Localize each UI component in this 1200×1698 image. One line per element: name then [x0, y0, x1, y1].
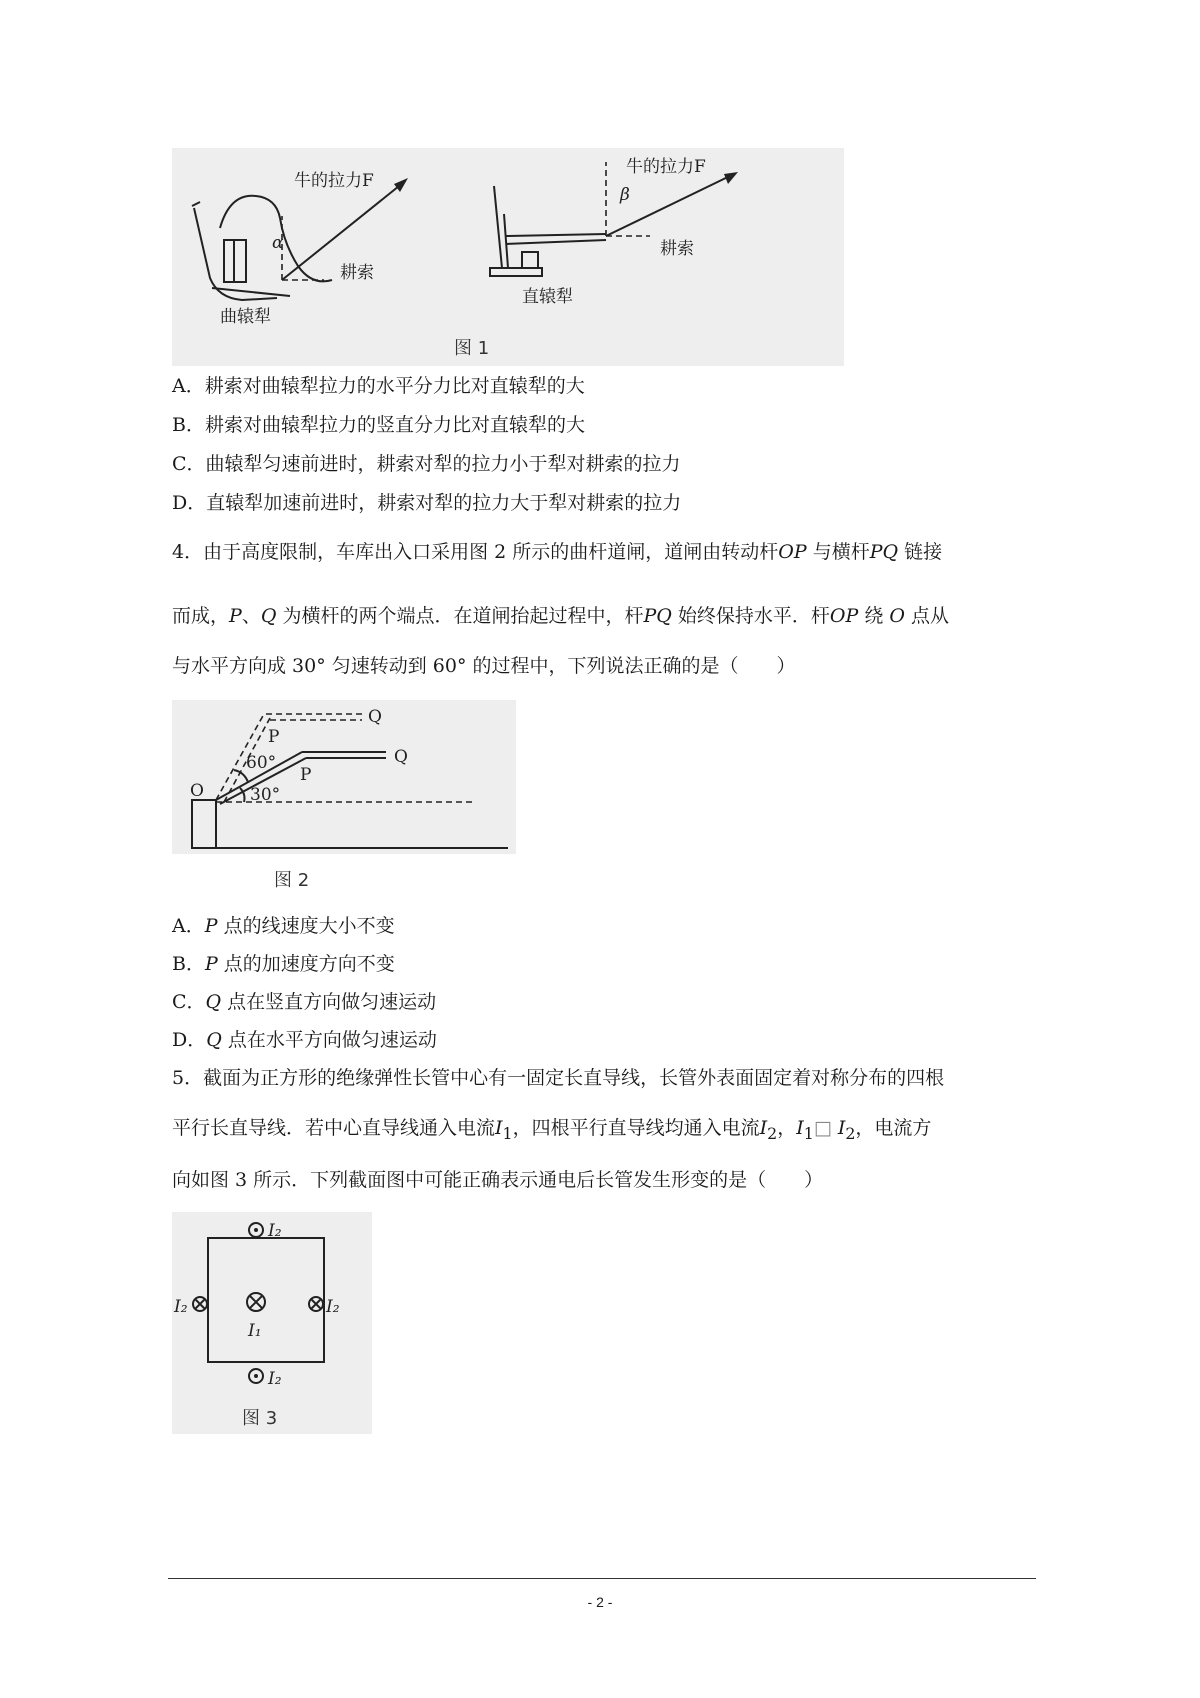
q5-sub: 1: [803, 1123, 814, 1143]
curved-plough-drawing: [192, 196, 332, 300]
fig3-label-bottom: I₂: [268, 1369, 282, 1389]
fig2-label-p-top: P: [268, 727, 280, 747]
fig1-left-rope-label: 耕索: [340, 263, 374, 283]
q4-text: 点从: [911, 605, 950, 627]
q5-sub: 2: [767, 1123, 778, 1143]
q4-text: 而成，: [172, 605, 230, 627]
fig3-label-top: I₂: [268, 1221, 282, 1241]
q5-sub: 1: [502, 1123, 513, 1143]
figure-1: [172, 148, 844, 366]
fig1-right-plough-label: 直辕犁: [522, 287, 573, 307]
footer-rule: [168, 1578, 1036, 1579]
q4-text: 为横杆的两个端点．在道闸抬起过程中，杆: [282, 605, 644, 627]
q5-placeholder-glyph: □: [813, 1117, 832, 1139]
option-prefix: C．: [172, 991, 206, 1013]
fig2-post: [192, 800, 216, 848]
q3-option-c: C．曲辕犁匀速前进时，耕索对犁的拉力小于犁对耕索的拉力: [172, 453, 681, 475]
fig1-right-rope: [606, 174, 734, 236]
q4-text: 链接: [904, 541, 943, 563]
q5-text: 平行长直导线．若中心直导线通入电流: [172, 1117, 496, 1139]
q4-text: 始终保持水平．杆: [677, 605, 830, 627]
option-var: Q: [206, 1029, 222, 1051]
q5-var: I: [837, 1117, 846, 1139]
option-var: P: [204, 953, 218, 975]
figure-2: [172, 700, 516, 854]
fig1-left-force-label: 牛的拉力F: [294, 171, 374, 191]
fig2-caption: 图 2: [274, 870, 310, 891]
option-prefix: D．: [172, 1029, 207, 1051]
q4-text: 与横杆: [812, 541, 870, 563]
fig2-label-q-top: Q: [368, 707, 382, 727]
q4-option-b: [172, 952, 395, 976]
q4-var: OP: [778, 541, 807, 563]
q5-text: ，: [777, 1117, 797, 1139]
fig1-left-arrowhead: [394, 178, 408, 192]
option-var: P: [204, 915, 218, 937]
q4-option-a: [172, 914, 395, 938]
q5-text: ，电流方: [855, 1117, 932, 1139]
q5-sub: 2: [845, 1123, 856, 1143]
q4-stem-line-1: [172, 540, 942, 564]
option-text: 点的线速度大小不变: [217, 915, 395, 937]
fig3-label-right: I₂: [326, 1297, 340, 1317]
q5-var: I: [759, 1117, 768, 1139]
fig2-label-p-low: P: [300, 765, 312, 785]
option-prefix: B．: [172, 953, 205, 975]
q3-option-b: B．耕索对曲辕犁拉力的竖直分力比对直辕犁的大: [172, 414, 585, 436]
q4-var: O: [889, 605, 905, 627]
option-text: 点在竖直方向做匀速运动: [221, 991, 437, 1013]
q5-var: I: [495, 1117, 503, 1139]
q4-option-d: [172, 1028, 437, 1052]
q3-option-a: A．耕索对曲辕犁拉力的水平分力比对直辕犁的大: [172, 375, 585, 397]
fig3-label-center: I₁: [248, 1321, 262, 1341]
option-prefix: A．: [172, 915, 205, 937]
option-var: Q: [205, 991, 222, 1013]
q5-text: ，四根平行直导线均通入电流: [512, 1117, 760, 1139]
fig3-label-left: I₂: [174, 1297, 188, 1317]
fig2-label-60: 60°: [246, 753, 277, 773]
q4-var: P: [229, 605, 242, 627]
q5-var: I: [796, 1117, 804, 1139]
fig3-cross-mark: [250, 1296, 262, 1308]
fig2-label-30: 30°: [250, 785, 281, 805]
option-text: 点在水平方向做匀速运动: [221, 1029, 437, 1051]
fig2-angle-arc-30: [240, 788, 245, 802]
fig2-label-o: O: [190, 781, 204, 801]
fig1-right-arrowhead: [724, 172, 738, 184]
q4-stem-line-3: 与水平方向成 30° 匀速转动到 60° 的过程中，下列说法正确的是（ ）: [172, 655, 796, 677]
fig1-right-force-label: 牛的拉力F: [626, 157, 706, 177]
fig1-right-rope-label: 耕索: [660, 239, 694, 259]
figure-3: [172, 1212, 372, 1434]
fig3-cross-mark: [311, 1299, 321, 1309]
q4-text: 绕: [864, 605, 884, 627]
q3-option-d: D．直辕犁加速前进时，耕索对犁的拉力大于犁对耕索的拉力: [172, 492, 682, 514]
fig3-cross-mark: [195, 1299, 205, 1309]
fig1-caption: 图 1: [454, 338, 490, 359]
q4-stem-line-2: [172, 604, 949, 628]
fig1-left-angle-label: α: [272, 233, 284, 253]
q4-var: PQ: [869, 541, 899, 563]
fig1-right-angle-label: β: [620, 185, 630, 205]
fig2-label-q-low: Q: [394, 747, 408, 767]
q4-option-c: [172, 990, 436, 1014]
fig3-square-tube: [208, 1238, 324, 1362]
q4-text: 4．由于高度限制，车库出入口采用图 2 所示的曲杆道闸，道闸由转动杆: [172, 541, 779, 563]
q4-text: 、: [241, 605, 261, 627]
figure-2-caption: [270, 866, 330, 894]
q4-var: PQ: [643, 605, 672, 627]
q5-stem-line-1: 5．截面为正方形的绝缘弹性长管中心有一固定长直导线，长管外表面固定着对称分布的四根: [172, 1067, 945, 1089]
option-text: 点的加速度方向不变: [217, 953, 395, 975]
q4-var: Q: [260, 605, 277, 627]
fig3-caption: 图 3: [242, 1408, 278, 1429]
straight-plough-drawing: [490, 186, 606, 276]
page-number: - 2 -: [587, 1594, 613, 1610]
q5-stem-line-2: [172, 1116, 931, 1146]
fig1-left-plough-label: 曲辕犁: [220, 307, 271, 327]
q5-stem-line-3: 向如图 3 所示．下列截面图中可能正确表示通电后长管发生形变的是（ ）: [172, 1169, 824, 1191]
fig3-dot-center: [254, 1374, 258, 1378]
q4-var: OP: [829, 605, 859, 627]
fig3-dot-center: [254, 1228, 258, 1232]
